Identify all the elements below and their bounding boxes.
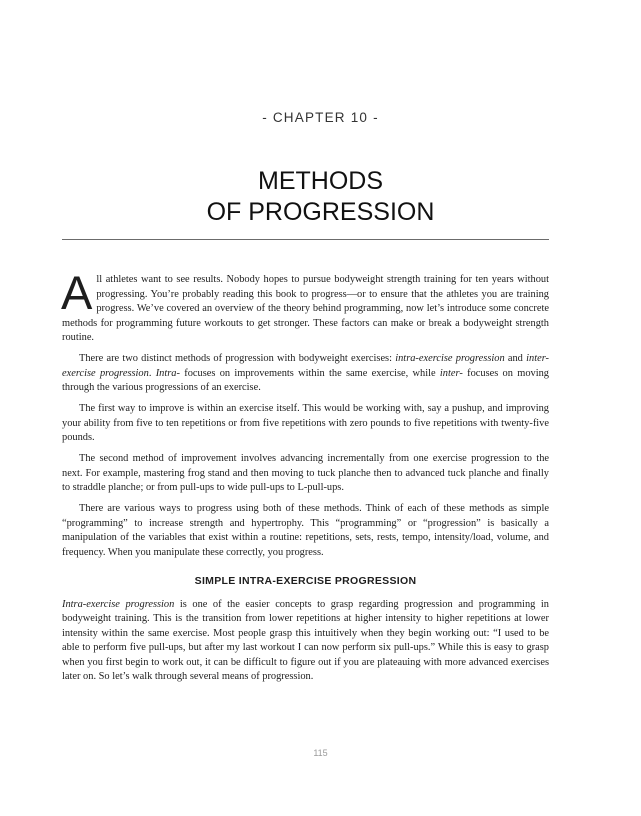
paragraph-2-text-c: .	[148, 367, 156, 379]
paragraph-6	[62, 598, 549, 685]
paragraph-2-text-e: focuses on moving through the various progressions of an exercise.	[62, 367, 549, 393]
paragraph-2	[62, 352, 549, 396]
paragraph-6-text: is one of the easier concepts to grasp regarding progression and programming in bodyweight training. This is the transition from lower repetitions at higher intensity to higher repetitions at lower intensity within the same exercise. Most people grasp this intuitively when they begin working out: “I used to be able to perform five pull-ups, but after my last workout I can now perform six pull-ups.” While this is easy to grasp when you first begin to work out, it can be difficult to figure out if you are plateauing with more advanced exercises later on. So let’s walk through several means of progression.	[62, 598, 549, 682]
chapter-title	[0, 166, 641, 228]
chapter-title-line-1: METHODS	[258, 166, 383, 195]
paragraph-5: There are various ways to progress using both of these methods. Think of each of these methods as simple “programming” to increase strength and hypertrophy. This “programming” or “progression” is basically a manipulation of the variables that exist within a routine: repetitions, sets, rests, tempo, intensity/load, volume, and frequency. When you manipulate these correctly, you progress.	[62, 503, 549, 558]
page-number: 115	[313, 748, 328, 758]
drop-cap: A	[61, 266, 93, 319]
term-intra-exercise-progression: Intra-exercise progression	[62, 598, 175, 610]
paragraph-1-text: ll athletes want to see results. Nobody hopes to pursue bodyweight strength training for ten years without progressing. You’re probably reading this book to progress—or to ensure that the athletes you are training progress. We’ve covered an overview of the theory behind programming, now let’s introduce some concrete methods for programming future workouts to get stronger. These factors can make or break a bodyweight strength routine.	[62, 274, 549, 343]
term-inter: inter-	[439, 367, 463, 379]
title-divider	[62, 239, 549, 240]
paragraph-3: The first way to improve is within an exercise itself. This would be working with, say a pushup, and improving your ability from five to ten repetitions or from five repetitions with zero pounds to five repetitions with twenty-five pounds.	[62, 403, 549, 443]
term-intra: Intra-	[155, 367, 180, 379]
paragraph-2-text-b: and	[504, 353, 527, 364]
paragraph-2-text-d: focuses on improvements within the same exercise, while	[179, 367, 440, 379]
section-heading: SIMPLE INTRA-EXERCISE PROGRESSION	[194, 575, 417, 587]
chapter-label: - CHAPTER 10 -	[262, 110, 379, 125]
body-text	[61, 266, 549, 691]
term-inter-exercise: inter-exercise progression	[62, 353, 549, 379]
chapter-title-line-2: OF PROGRESSION	[206, 197, 435, 226]
paragraph-2-text-a: There are two distinct methods of progression with bodyweight exercises:	[79, 353, 396, 364]
term-intra-exercise: intra-exercise progression	[395, 353, 505, 364]
paragraph-1	[61, 266, 549, 346]
paragraph-4: The second method of improvement involves advancing incrementally from one exercise progression to the next. For example, mastering frog stand and then moving to tuck planche then to advanced tuck planche and finally to straddle planche; or from pull-ups to wide pull-ups to L-pull-ups.	[62, 453, 549, 493]
